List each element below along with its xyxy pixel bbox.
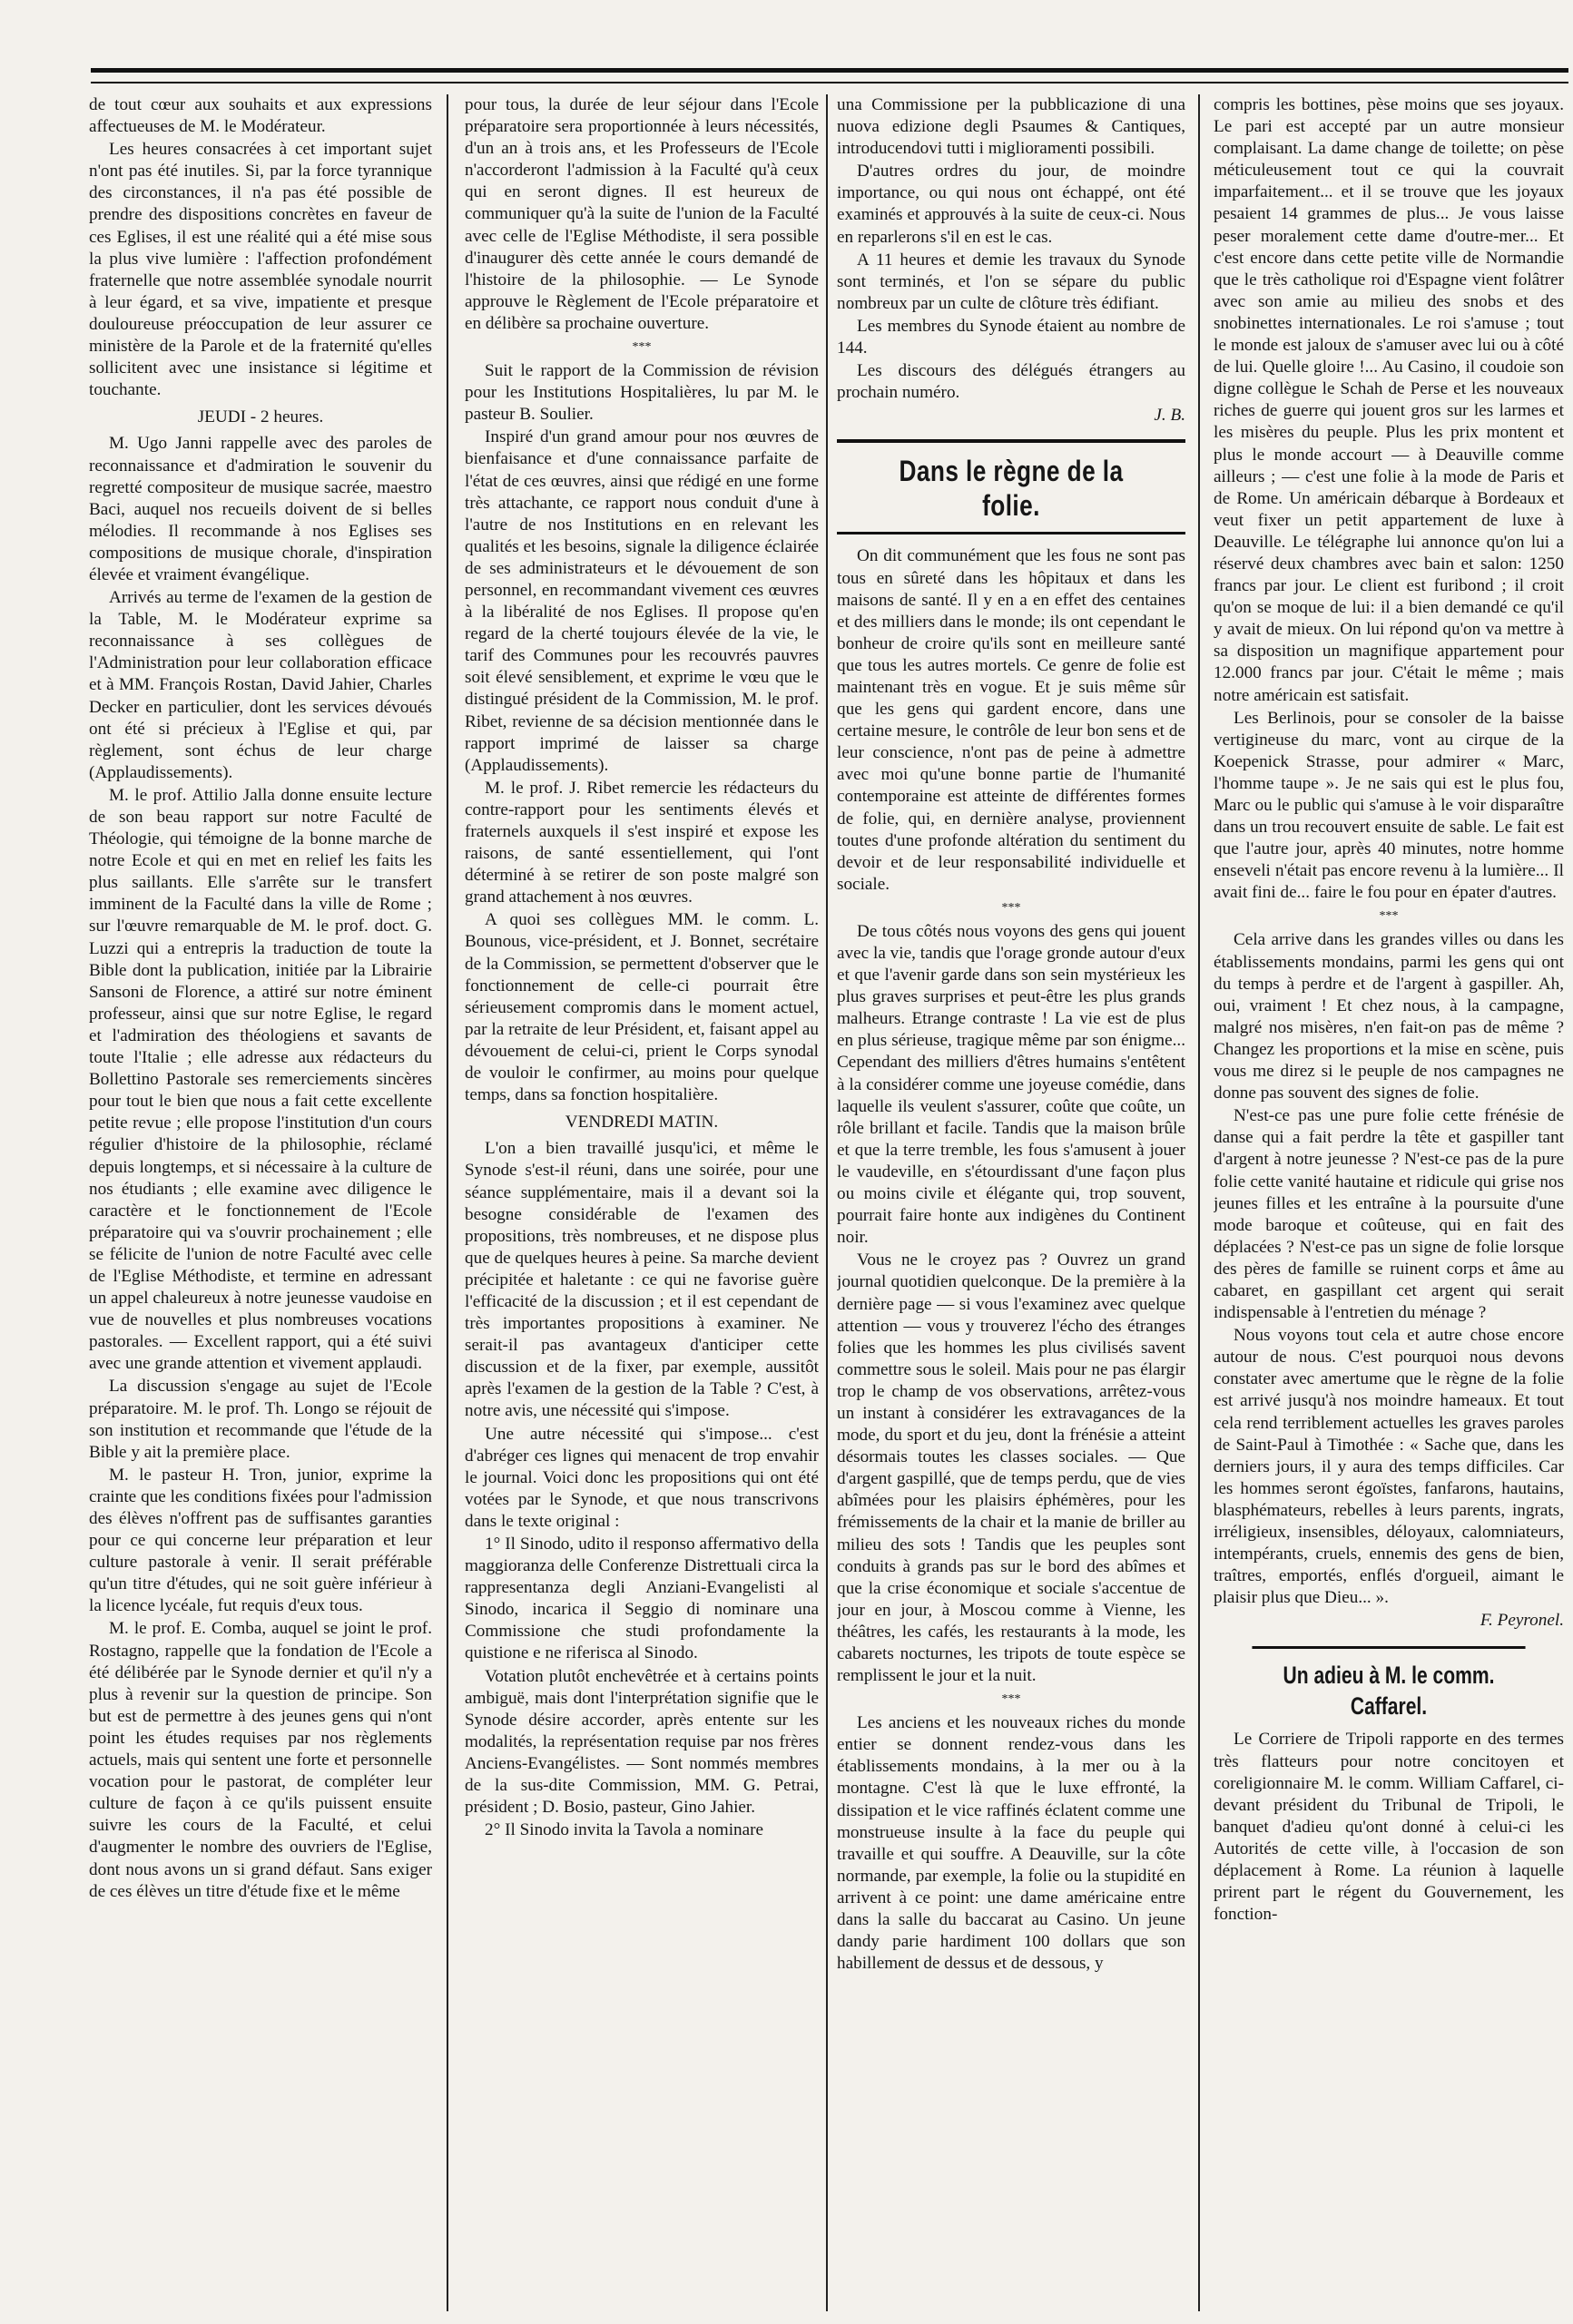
caffarel-article [1214, 1729, 1564, 1926]
paragraph: Suit le rapport de la Commission de révision pour les Institutions Hospitalières, lu par M. le pasteur B. Soulier. [465, 361, 819, 425]
headline-caffarel: Un adieu à M. le comm. Caffarel. [1252, 1646, 1525, 1721]
synod-report-end [837, 94, 1185, 404]
column-rule-3 [1198, 94, 1200, 2311]
section-subheading: VENDREDI MATIN. [565, 1113, 719, 1133]
paragraph: On dit communément que les fous ne sont pas tous en sûreté dans les hôpitaux et dans les maisons de santé. Il y en a en effet des centaines et des milliers dans le monde; ils ont cependant le bonheur de croire qu'ils sont en meilleure santé que tous les autres mortels. Ce genre de folie est maintenant très en vogue. Et je suis même sûr que les gens qui gardent encore, dans une certaine mesure, le contrôle de leur bon sens et de leur conscience, n'ont pas de peine à admettre avec moi qu'une bonne partie de l'humanité contemporaine est atteinte de différentes formes de folie, qui, en dernière analyse, proviennent toutes d'une profonde altération du sentiment du devoir et de leur responsabilité individuelle et sociale. [837, 546, 1185, 894]
paragraph: De tous côtés nous voyons des gens qui jouent avec la vie, tandis que l'orage gronde autour d'eux et que l'avenir garde dans son sein mystérieux les plus graves surprises et peut-être les plus grands malheurs. Etrange contraste ! La vie est de plus en plus sérieuse, tragique même par son énigme... Cependant des milliers d'êtres humains s'entêtent à la considérer comme une joyeuse comédie, dans laquelle ils veulent s'assurer, coûte que coûte, un rôle brillant et facile. Tandis que la maison brûle et que la terre tremble, les fous s'amusent à jouer le vaudeville, en s'étourdissant d'une façon plus ou moins civile et élégante qui, trop souvent, pourrait faire honte aux indigènes du Continent noir. [837, 921, 1185, 1248]
folie-article-continued [1214, 94, 1564, 1609]
paragraph: compris les bottines, pèse moins que ses joyaux. Le pari est accepté par un autre monsieur complaisant. La dame change de toilette; on pèse méticuleusement tout ce qui la couvrait imparfaitement... et il se trouve que les joyaux pesaient 14 grammes de plus... Je vous laisse peser moralement cette dame d'outre-mer... Et c'est encore dans cette petite ville de Normandie que le très catholique roi d'Espagne vient folâtrer avec son amie au milieu des snobs et des snobinettes internationales. Le roi s'amuse ; tout le monde est jaloux de s'amuser avec lui ou à côté de lui. Quelle gloire !... Au Casino, il coudoie son digne collègue le Schah de Perse et les nouveaux riches de guerre qui jouent gros sur les larmes et les misères du peuple. Plus les prix montent et plus le monde accourt — à Deauville comme ailleurs ; — c'est une folie à la mode de Paris et de Rome. Un américain débarque à Bordeaux et veut fixer un petit appartement de luxe à Deauville. Le télégraphe lui annonce qu'on lui a réservé deux chambres avec bain et salon: 1250 francs par jour. Le client est furibond ; il croit qu'on se moque de lui: il a bien demandé ce qu'il y avait de mieux. On lui répond qu'on va mettre à sa disposition un magnifique appartement pour 12.000 francs par jour. C'était le même ; mais notre américain est satisfait. [1214, 95, 1564, 705]
paragraph: Cela arrive dans les grandes villes ou dans les établissements mondains, parmi les gens qui ont du temps à perdre et de l'argent à gaspiller. Ah, oui, vraiment ! Et chez nous, à la campagne, malgré nos misères, n'en fait-on pas de même ? Changez les proportions et la mise en scène, puis vous me direz si le peuple de nos campagnes ne donne pas souvent des signes de folie. [1214, 930, 1564, 1103]
paragraph: pour tous, la durée de leur séjour dans l'Ecole préparatoire sera proportionnée à leurs nécessités, d'un an à trois ans, et les Professeurs de l'Ecole n'accorderont l'admission à la Faculté qu'à ceux qui en seront dignes. Il est heureux de communiquer qu'à la suite de l'union de la Faculté avec celle de l'Eglise Méthodiste, il sera possible d'inaugurer dès cette année le cours demandé de l'histoire de la philosophie. — Le Synode approuve le Règlement de l'Ecole préparatoire et en délibère sa prochaine ouverture. [465, 95, 819, 333]
paragraph: D'autres ordres du jour, de moindre importance, ou qui nous ont échappé, ont été examinés et approuvés à la suite de ceux-ci. Nous en reparlerons s'il en est le cas. [837, 162, 1185, 247]
top-rule [91, 68, 1568, 83]
paragraph: A quoi ses collègues MM. le comm. L. Bounous, vice-président, et J. Bonnet, secrétaire de la Commission, se permettent d'observer que le fonctionnement de celle-ci pourrait être sérieusement compromis dans le moment actuel, par la retraite de leur Président, et, faisant appel au dévouement de celui-ci, prient le Corps synodal de vouloir le confirmer, au moins pour quelque temps, dans sa fonction hospitalière. [465, 910, 819, 1105]
column-3 [837, 94, 1185, 2315]
paragraph: N'est-ce pas une pure folie cette frénésie de danse qui a fait perdre la tête et gaspiller tant d'argent à notre jeunesse ? N'est-ce pas de la pure folie cette vanité hautaine et ridicule qui grise nos jeunes filles et les entraîne à la poursuite d'une mode baroque et coûteuse, qui en fait des déplacées ? N'est-ce pas un signe de folie lorsque des pères de famille se ruinent corps et âme au cabaret, en gaspillant cet argent qui serait indispensable à l'entretien du ménage ? [1214, 1106, 1564, 1323]
paragraph: Le Corriere de Tripoli rapporte en des termes très flatteurs pour notre concitoyen et coreligionnaire M. le comm. William Caffarel, ci-devant président du Tribunal de Tripoli, le banquet d'adieu qu'ont donné à celui-ci les Autorités de cette ville, à l'occasion de son déplacement à Rome. La réunion à laquelle prirent part le régent du Gouvernement, les fonction- [1214, 1730, 1564, 1925]
paragraph: 1° Il Sinodo, udito il responso affermativo della maggioranza delle Conferenze Distrettuali circa la rappresentanza degli Anziani-Evangelisti al Sinodo, incarica il Seggio di nominare una Commissione che studi profondamente la quistione e ne riferisca al Sinodo. [465, 1535, 819, 1663]
paragraph: Vous ne le croyez pas ? Ouvrez un grand journal quotidien quelconque. De la première à la dernière page — si vous l'examinez avec quelque attention — vous y trouverez l'écho des étranges folies que les hommes les plus civilisés savent commettre sous le soleil. Mais pour ne pas élargir trop le champ de vos observations, arrêtez-vous un instant à considérer les extravagances de la mode, du sport et du jeu, dont la frénésie a atteint désormais toutes les classes sociales. — Que d'argent gaspillé, que de temps perdu, que de vies abîmées pour les plaisirs éphémères, pour les frémissements de la chair et la manie de briller au milieu des sots ! Tandis que les peuples sont conduits à grands pas sur le bord des abîmes et que la crise économique et sociale s'accentue de jour en jour, à Moscou comme à Vienne, les théâtres, les cafés, les restaurants à la mode, les cabarets nocturnes, les tripots de toute espèce se remplissent le jour et la nuit. [837, 1250, 1185, 1686]
paragraph: Arrivés au terme de l'examen de la gestion de la Table, M. le Modérateur exprime sa reconnaissance à ses collègues de l'Administration pour leur collaboration efficace et à MM. François Rostan, David Jahier, Charles Decker en particulier, dont les services dévoués ont été si précieux à l'Eglise et qui, par règlement, sont échus de leur charge (Applaudissements). [89, 588, 432, 782]
paragraph: Les discours des délégués étrangers au prochain numéro. [837, 361, 1185, 403]
column-rule-1 [447, 94, 448, 2311]
column-4 [1214, 94, 1564, 2315]
headline-folie: Dans le règne de la folie. [899, 455, 1124, 523]
paragraph: M. le prof. J. Ribet remercie les rédacteurs du contre-rapport pour les sentiments élevés et fraternels auxquels il s'est inspiré et expose les raisons, de santé essentiellement, qui l'ont déterminé à se retirer de son poste malgré son grand attachement à nos œuvres. [465, 778, 819, 907]
paragraph: A 11 heures et demie les travaux du Synode sont terminés, et l'on se sépare du public nombreux par un culte de clôture très édifiant. [837, 250, 1185, 313]
paragraph: 2° Il Sinodo invita la Tavola a nominare [485, 1820, 764, 1840]
column-2 [465, 94, 819, 2315]
folie-article [837, 545, 1185, 1975]
paragraph: una Commissione per la pubblicazione di una nuova edizione degli Psaumes & Cantiques, introducendovi tutti i miglioramenti possibili. [837, 95, 1185, 159]
column-rule-2 [826, 94, 828, 2311]
article-signature: F. Peyronel. [1480, 1611, 1564, 1631]
paragraph: M. le prof. E. Comba, auquel se joint le prof. Rostagno, rappelle que la fondation de l'Ecole a été délibérée par le Synode dernier et qu'il n'y a plus à revenir sur la question de principe. Son but est de permettre à des jeunes gens qui n'ont point les études requises par nos règlements actuels, mais qui sentent une forte et personnelle vocation pour le pastorat, de compléter leur culture de façon à ce qu'ils puissent ensuite suivre les cours de la Faculté, et celui d'augmenter le nombre des ouvriers de l'Eglise, dont nous avons un si grand défaut. Sans exiger de ces élèves un titre d'étude fixe et le même [89, 1619, 432, 1901]
column-1 [89, 94, 432, 2315]
section-separator: *** [1001, 1692, 1021, 1707]
paragraph: de tout cœur aux souhaits et aux expressions affectueuses de M. le Modérateur. [89, 95, 432, 137]
paragraph: Une autre nécessité qui s'impose... c'est d'abréger ces lignes qui menacent de trop envahir le journal. Voici donc les propositions qui ont été votées par le Synode, et que nous transcrivons dans le texte original : [465, 1424, 819, 1531]
paragraph: Les heures consacrées à cet important sujet n'ont pas été inutiles. Si, par la force tyrannique des circonstances, il n'a pas été possible de prendre des dispositions concrètes en faveur de ces Eglises, il est une réalité qui a été mise sous la plus vive lumière : l'affection profondément fraternelle que notre assemblée synodale nourrit à leur égard, et sa vive, impatiente et presque douloureuse préoccupation de leur assurer ce ministère de la Parole et de la fraternité qu'elles sollicitent avec une insistance si légitime et touchante. [89, 140, 432, 400]
paragraph: M. le prof. Attilio Jalla donne ensuite lecture de son beau rapport sur notre Faculté de Théologie, qui témoigne de la bonne marche de notre Ecole et qui en met en relief les faits les plus saillants. Elle s'arrête sur le transfert imminent de la Faculté dans la ville de Rome ; sur l'œuvre remarquable de M. le prof. doct. G. Luzzi qui a entrepris la traduction de toute la Bible dont la publication, initiée par la Librairie Sansoni de Florence, a attiré sur notre éminent professeur, ainsi que sur notre Eglise, le regard et l'admiration des théologiens et savants de toute l'Italie ; elle adresse aux rédacteurs du Bollettino Pastorale ses remerciements sincères pour tout le bien que nous a fait cette excellente petite revue ; elle propose l'institution d'un cours régulier d'histoire de la philosophie, réclamé depuis longtemps, et si nécessaire à la culture de nos étudiants ; elle examine avec diligence le caractère et le fonctionnement de l'Ecole préparatoire qui va s'ouvrir prochainement ; elle se félicite de l'union de notre Faculté avec celle de l'Eglise Méthodiste, et termine en adressant un appel chaleureux à notre jeunesse vaudoise en vue de nouvelles et plus nombreuses vocations pastorales. — Excellent rapport, qui a été suivi avec une grande attention et vivement applaudi. [89, 785, 432, 1374]
paragraph: Les Berlinois, pour se consoler de la baisse vertigineuse du marc, vont au cirque de la Koepenick Strasse, pour admirer « Marc, l'homme taupe ». Je ne sais qui est le plus fou, Marc ou le public qui s'amuse à le voir disparaître dans un trou recouvert ensuite de sable. Le fait est que l'autre jour, après 40 minutes, notre homme enseveli n'était pas encore revenu à la lumière... Il avait fini de... faire le fou pour en épater d'autres. [1214, 708, 1564, 903]
paragraph: M. le pasteur H. Tron, junior, exprime la crainte que les conditions fixées pour l'admission des élèves n'offrent pas de suffisantes garanties pour ce qui concerne leur préparation et leur culture pastorale à venir. Il serait préférable qu'un titre d'études, qui ne soit guère inférieur à la licence lycéale, fut requis d'eux tous. [89, 1465, 432, 1616]
paragraph: Nous voyons tout cela et autre chose encore autour de nous. C'est pourquoi nous devons constater avec amertume que le règne de la folie est arrivé jusqu'à nos moindre hameaux. Et tout cela rend terriblement actuelles les graves paroles de Saint-Paul à Timothée : « Sache que, dans les derniers jours, il y aura des temps difficiles. Car les hommes seront égoïstes, fanfarons, hautains, blasphémateurs, rebelles à leurs parents, ingrats, irréligieux, insensibles, déloyaux, calomniateurs, intempérants, cruels, ennemis des gens de bien, traîtres, emportés, enflés d'orgueil, aimant le plaisir plus que Dieu... ». [1214, 1326, 1564, 1608]
section-separator: *** [1379, 909, 1399, 924]
report-signature-line: J. B. [1154, 406, 1185, 426]
paragraph: M. Ugo Janni rappelle avec des paroles de reconnaissance et d'admiration le souvenir du regretté compositeur de musique sacrée, maestro Baci, auquel nos recueils doivent de si belles mélodies. Il recommande à nos Eglises ses compositions de musique chorale, d'inspiration élevée et vraiment évangélique. [89, 434, 432, 584]
section-separator: *** [1001, 900, 1021, 915]
headline-box [837, 439, 1185, 534]
paragraph: Votation plutôt enchevêtrée et à certains points ambiguë, mais dont l'interprétation signifie que le Synode désire accorder, après entente sur les modalités, la représentation requise par nos frères Anciens-Evangélistes. — Sont nommés membres de la sus-dite Commission, MM. G. Petrai, président ; D. Bosio, pasteur, Gino Jahier. [465, 1666, 819, 1818]
paragraph: La discussion s'engage au sujet de l'Ecole préparatoire. M. le prof. Th. Longo se réjouit de son institution et recommande que l'étude de la Bible y ait la première place. [89, 1377, 432, 1462]
section-separator: *** [632, 340, 652, 355]
paragraph: Les membres du Synode étaient au nombre de 144. [837, 316, 1185, 358]
paragraph: Inspiré d'un grand amour pour nos œuvres de bienfaisance et d'une connaissance parfaite de l'état de ces œuvres, ainsi que rédigé en une forme très attachante, ce rapport nous conduit d'une à l'autre de nos Institutions en en relevant les qualités et les besoins, signale la diligence éclairée de ses administrateurs et le dévouement de son personnel, en recommandant vivement ces œuvres à la libéralité de nos Eglises. Il propose qu'en regard de la cherté toujours élevée de la vie, le tarif des Communes pour les recouvrés pauvres soit élevé sensiblement, et exprime le vœu que le distingué président de la Commission, M. le prof. Ribet, revienne de sa décision mentionnée dans le rapport imprimé de laisser sa charge (Applaudissements). [465, 427, 819, 775]
paragraph: Les anciens et les nouveaux riches du monde entier se donnent rendez-vous dans les établissements mondains, à la mer ou à la montagne. C'est là que le luxe effronté, la dissipation et le vice raffinés éclatent comme une monstrueuse insulte à la face du peuple qui travaille et qui souffre. A Deauville, sur la côte normande, par exemple, la folie ou la stupidité en arrivent à ce point: une dame américaine entre dans la salle du baccarat au Casino. Un jeune dandy parie hardiment 100 dollars que son habillement de dessus et de dessous, y [837, 1713, 1185, 1974]
section-subheading: JEUDI - 2 heures. [197, 407, 324, 427]
paragraph: L'on a bien travaillé jusqu'ici, et même le Synode s'est-il réuni, dans une soirée, pour une séance supplémentaire, mais il a devant soi la besogne considérable de l'examen des propositions, très nombreuses, et ne dispose plus que de quelques heures à peine. Sa marche devient précipitée et haletante : ce qui ne favorise guère l'efficacité de la discussion ; et il est cependant de très importantes propositions à examiner. Ne serait-il pas avantageux d'anticiper cette discussion et de la fixer, par exemple, aussitôt après l'examen de la gestion de la Table ? C'est, à notre avis, une nécessité qui s'impose. [465, 1139, 819, 1421]
